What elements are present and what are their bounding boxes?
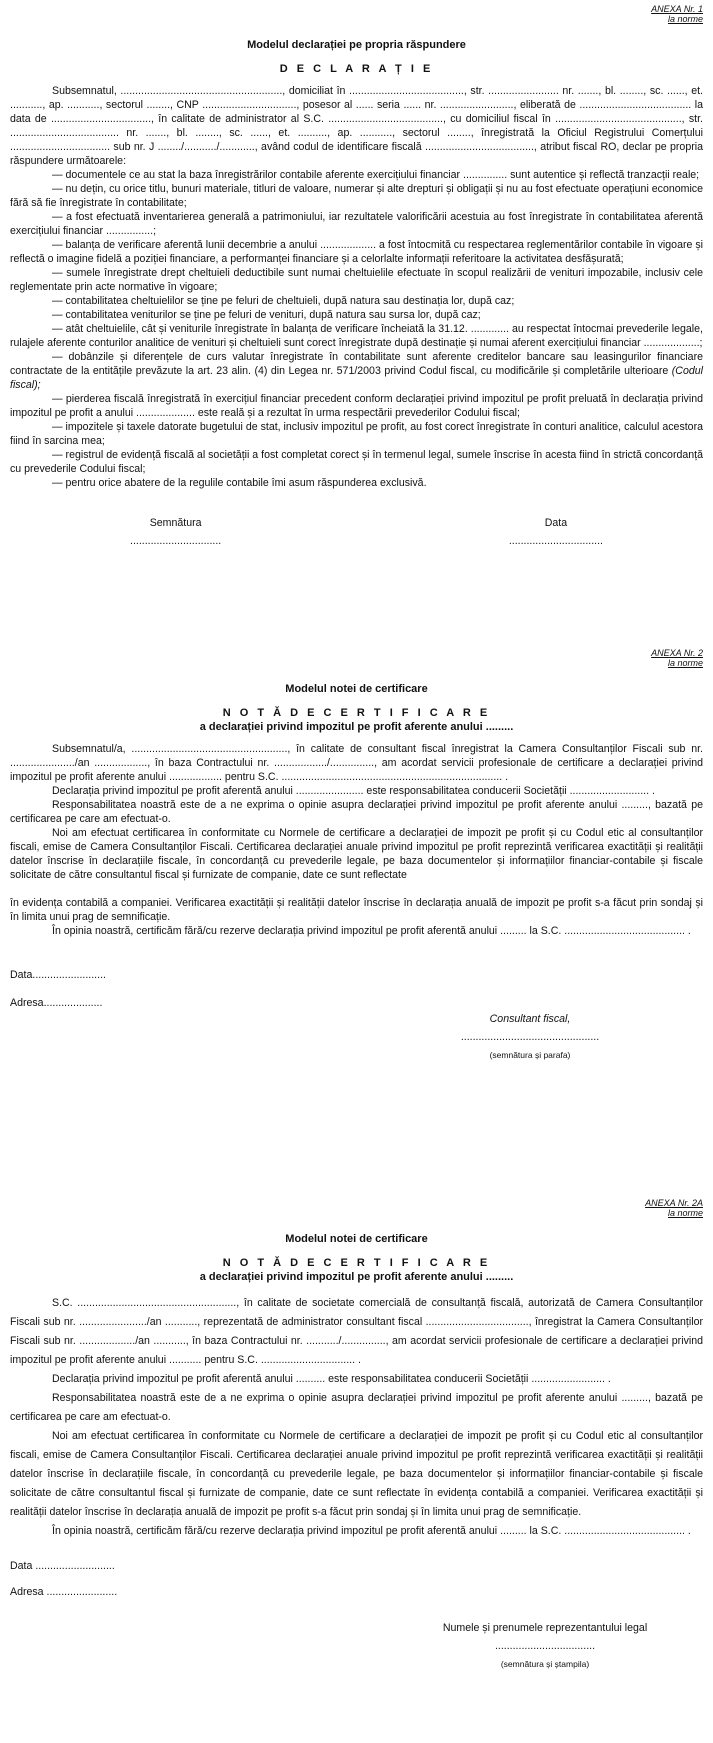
annex-1-label: ANEXA Nr. 1 xyxy=(651,4,703,14)
annex-2a-body xyxy=(10,1294,703,1541)
annex-1-item: — pierderea fiscală înregistrată în exercițiul financiar precedent conform declarației privind impozitul pe profit preluată în declarația privind impozitul pe profit a anului .................... este reală și a rezultat în urma respectării prevederilor Codului fiscal; xyxy=(10,393,703,419)
annex-1-signature-row xyxy=(10,516,703,548)
consultant-line: ............................................... xyxy=(460,1031,600,1043)
annex-1-item: — contabilitatea cheltuielilor se ține pe feluri de cheltuieli, după natura sau destinația lor, după caz; xyxy=(52,295,515,307)
annex-2a-paragraph: Declarația privind impozitul pe profit aferentă anului .......... este responsabilitatea conducerii Societății ......................... . xyxy=(52,1373,611,1385)
annex-1-item: — registrul de evidență fiscală al societății a fost completat corect și în termenul legal, sumele înscrise în acesta fiind în strictă concordanță cu prevederile Codului fiscal; xyxy=(10,449,703,475)
representative-label: Numele și prenumele reprezentantului legal xyxy=(442,1622,648,1634)
annex-1-item: — balanța de verificare aferentă lunii decembrie a anului ................... a fost întocmită cu respectarea reglementărilor contabile în vigoare și reflectă o imagine fidelă a poziției financiare, a performanței financiare și a celorlalte informații referitoare la activitatea desfășurată; xyxy=(10,239,703,265)
annex-1-item: — atât cheltuielile, cât și veniturile înregistrate în balanța de verificare încheiată la 31.12. ............. au respectat întocmai prevederile legale, rulajele aferente conturilor analitice de venituri și cheltuieli sunt corect înregistrate după destinație și numai aferent exercițiului financiar ...................; xyxy=(10,323,703,349)
annex-2a-label: ANEXA Nr. 2A xyxy=(645,1198,703,1208)
annex-1-item xyxy=(10,350,703,392)
consultant-label: Consultant fiscal, xyxy=(489,1013,571,1025)
annex-1-item: — pentru orice abatere de la regulile contabile îmi asum răspunderea exclusivă. xyxy=(52,477,427,489)
annex-2-heading: N O T Ă D E C E R T I F I C A R E xyxy=(222,707,491,719)
representative-line: .................................. xyxy=(494,1640,596,1652)
annex-2a-heading: N O T Ă D E C E R T I F I C A R E xyxy=(222,1257,491,1269)
annex-2-paragraph: în evidența contabilă a companiei. Verificarea exactității și realității datelor înscrise în declarația anuală de impozit pe profit s-a făcut prin sondaj și în limita unui prag de semnificație. xyxy=(10,897,703,923)
annex-1-item: — a fost efectuată inventarierea generală a patrimoniului, iar rezultatele valorificării acestuia au fost înregistrate în contabilitatea aferentă exercițiului financiar ................; xyxy=(10,211,703,237)
annex-2a-paragraph: S.C. ......................................................, în calitate de societate comercială de consultanță fiscală, autorizată de Camera Consultanților Fiscali sub nr. ......................./an ..........., reprezentată de administrator consultant fiscal ..................................., înregistrat la Camera Consultanților Fiscali sub nr. .................../an ..........., în baza Contractului nr. .........../..............., am acordat servicii profesionale de certificare a declarației privind impozitul pe profit aferente anului ........... pentru S.C. ................................ . xyxy=(10,1297,703,1366)
annex-2a-certification-note xyxy=(10,1198,703,1671)
annex-2-paragraph: Responsabilitatea noastră este de a ne exprima o opinie asupra declarației privind impozitul pe profit aferente anului ........., bazată pe certificarea pe care am efectuat-o. xyxy=(10,799,703,825)
annex-2-paragraph: Declarația privind impozitul pe profit aferentă anului ....................... este responsabilitatea conducerii Societății ........................... . xyxy=(52,785,655,797)
annex-2a-sub: la norme xyxy=(667,1208,703,1218)
annex-2a-label-block xyxy=(10,1198,703,1218)
annex-1-item: — documentele ce au stat la baza înregistrărilor contabile aferente exercițiului financiar ............... sunt autentice și reflectă tranzacții reale; xyxy=(52,169,700,181)
annex-1-heading: D E C L A R A Ț I E xyxy=(279,63,434,75)
annex-1-intro: Subsemnatul, ......................................................., domiciliat în ......................................., str. ........................ nr. ......., bl. ........, sc. ......, et. ..........., ap. ..........., sectorul ........, CNP ................................, posesor al ...... seria ...... nr. ........................., eliberată de ...................................... la data de .................................., în calitate de administrator al S.C. ......................................., cu domiciliul fiscal în ..........................................., str. ..................................... nr. ......., bl. ........, sc. ......, et. .........., ap. ..........., sectorul ........, înregistrată la Oficiul Registrului Comerțului .................................. sub nr. J ......../.........../............, având codul de identificare fiscală ....................................., atribut fiscal RO, declar pe propria răspundere următoarele: xyxy=(10,85,703,167)
annex-2-title: Modelul notei de certificare xyxy=(285,683,428,695)
annex-1-item: — nu dețin, cu orice titlu, bunuri materiale, titluri de valoare, numerar și alte drepturi și obligații și nu au fost efectuate operațiuni economice fără să fie înregistrate în contabilitate; xyxy=(10,183,703,209)
date-line: ................................ xyxy=(508,535,603,547)
annex-2a-paragraph: Noi am efectuat certificarea în conformitate cu Normele de certificare a declarației de impozit pe profit și cu Codul etic al consultanților fiscali, emise de Camera Consultanților Fiscali. Certificarea declarației anuale privind impozitul pe profit reprezintă verificarea exactității și realității datelor înscrise în declarațiile fiscale, în concordanță cu prevederile legale, pe baza documentelor și informațiilor financiar-contabile și fiscale solicitate de către consultantul fiscal și furnizate de companie, date ce sunt reflectate în evidența contabilă a companiei. Verificarea exactității și realității datelor înscrise în declarația anuală de impozit pe profit s-a făcut prin sondaj și în limita unui prag de semnificație. xyxy=(10,1430,703,1518)
signature-label: Semnătura xyxy=(149,517,202,529)
annex-1-item-tail: (Codul fiscal); xyxy=(10,365,703,391)
annex-1-item: — contabilitatea veniturilor se ține pe feluri de venituri, după natura sau sursa lor, după caz; xyxy=(52,309,481,321)
annex-2-address-line: Adresa.................... xyxy=(10,997,103,1009)
annex-1-sub: la norme xyxy=(667,14,703,24)
date-label: Data xyxy=(544,517,568,529)
annex-2a-paragraph: Responsabilitatea noastră este de a ne exprima o opinie asupra declarației privind impozitul pe profit aferente anului ........., bazată pe certificarea pe care am efectuat-o. xyxy=(10,1392,703,1423)
annex-2a-paragraph: În opinia noastră, certificăm fără/cu rezerve declarația privind impozitul pe profit aferentă anului ......... la S.C. ......................................... . xyxy=(52,1525,691,1537)
annex-2-label: ANEXA Nr. 2 xyxy=(651,648,703,658)
annex-1-label-block xyxy=(10,4,703,24)
representative-stamp-note: (semnătura și ștampila) xyxy=(500,1659,590,1669)
annex-2a-representative-block xyxy=(410,1621,680,1671)
annex-1-title: Modelul declarației pe propria răspundere xyxy=(247,39,466,51)
signature-line: ............................... xyxy=(130,535,222,547)
annex-1-declaration xyxy=(10,4,703,548)
annex-1-signature xyxy=(130,516,221,548)
annex-2-sub: la norme xyxy=(667,658,703,668)
annex-2a-address-line: Adresa ........................ xyxy=(10,1586,118,1598)
annex-1-date xyxy=(509,516,603,548)
annex-2a-subheading: a declarației privind impozitul pe profit aferente anului ......... xyxy=(199,1271,514,1283)
annex-2-date-line: Data......................... xyxy=(10,969,106,981)
annex-2a-date-line: Data ........................... xyxy=(10,1560,115,1572)
annex-1-item: — sumele înregistrate drept cheltuieli deductibile sunt numai cheltuielile efectuate în scopul realizării de venituri impozabile, inclusiv cele reglementate prin acte normative în vigoare; xyxy=(10,267,703,293)
annex-2-paragraph: Noi am efectuat certificarea în conformitate cu Normele de certificare a declarației de impozit pe profit și cu Codul etic al consultanților fiscali, emise de Camera Consultanților Fiscali. Certificarea declarației anuale privind impozitul pe profit reprezintă verificarea exactității și realității datelor înscrise în declarațiile fiscale, în concordanță cu prevederile legale, pe baza documentelor și informațiilor financiar-contabile și fiscale solicitate de către consultantul fiscal și furnizate de companie, date ce sunt reflectate xyxy=(10,827,703,881)
annex-2-consultant-block xyxy=(420,1012,640,1062)
annex-1-item-text: — dobânzile și diferențele de curs valutar înregistrate în contabilitate sunt aferente creditelor bancare sau leasingurilor financiare contractate de la entitățile prevăzute la art. 23 alin. (4) din Legea nr. 571/2003 privind Codul fiscal, cu modificările și completările ulterioare xyxy=(10,351,703,377)
annex-2-label-block xyxy=(10,648,703,668)
annex-2-certification-note xyxy=(10,648,703,1062)
annex-2-paragraph: În opinia noastră, certificăm fără/cu rezerve declarația privind impozitul pe profit aferentă anului ......... la S.C. ......................................... . xyxy=(52,925,691,937)
annex-2-subheading: a declarației privind impozitul pe profit aferente anului ......... xyxy=(199,721,514,733)
annex-2-paragraph: Subsemnatul/a, ....................................................., în calitate de consultant fiscal înregistrat la Camera Consultanților Fiscali sub nr. ....................../an .................., în baza Contractului nr. ................../..............., am acordat servicii profesionale de certificare a declarației privind impozitul pe profit aferente anului .................. pentru S.C. ........................................................................... . xyxy=(10,743,703,783)
annex-1-item: — impozitele și taxele datorate bugetului de stat, inclusiv impozitul pe profit, au fost corect înregistrate în conturi analitice, calculul acestora fiind în sarcina mea; xyxy=(10,421,703,447)
consultant-stamp-note: (semnătura și parafa) xyxy=(489,1050,571,1060)
annex-2a-title: Modelul notei de certificare xyxy=(285,1233,428,1245)
